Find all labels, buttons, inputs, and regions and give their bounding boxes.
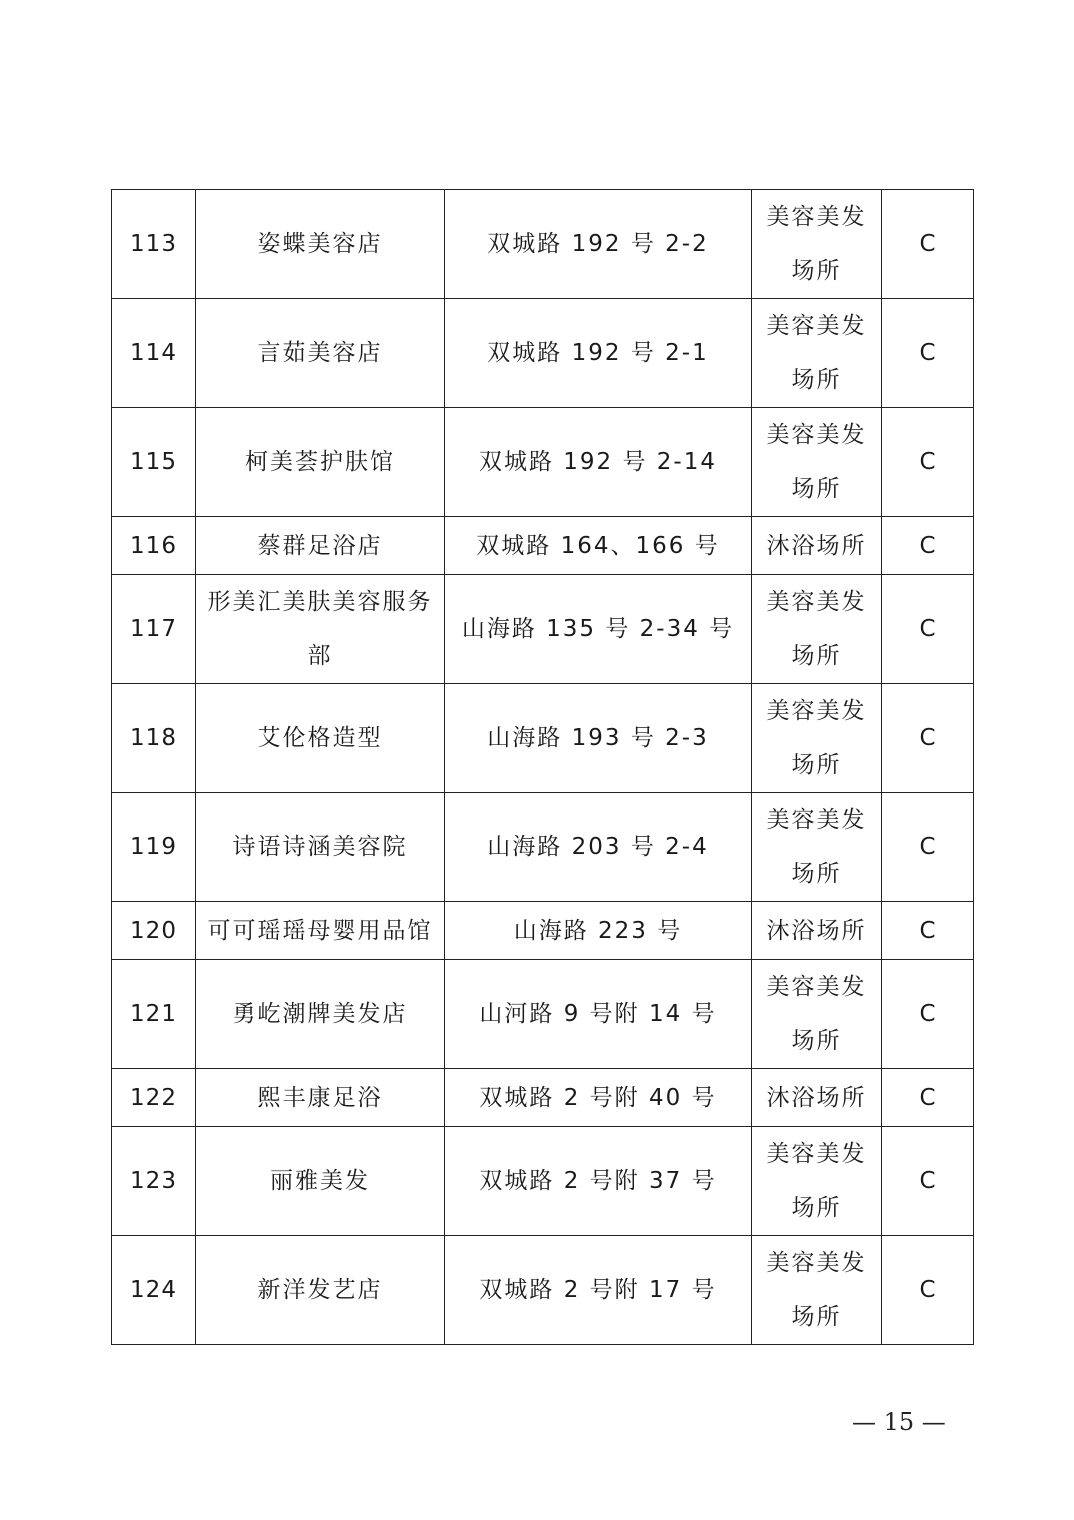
category-cell: 美容美发场所 xyxy=(752,575,882,684)
address-cell: 双城路 2 号附 17 号 xyxy=(445,1236,752,1345)
venue-name-cell: 勇屹潮牌美发店 xyxy=(196,960,445,1069)
venue-name-cell: 熙丰康足浴 xyxy=(196,1069,445,1127)
grade-cell: C xyxy=(882,793,974,902)
page-number: — 15 — xyxy=(852,1408,946,1436)
grade-cell: C xyxy=(882,1069,974,1127)
venue-name-cell: 柯美荟护肤馆 xyxy=(196,408,445,517)
category-cell: 沐浴场所 xyxy=(752,1069,882,1127)
row-number-cell: 115 xyxy=(112,408,196,517)
table-body xyxy=(112,190,974,1345)
table-row xyxy=(112,684,974,793)
category-cell: 美容美发场所 xyxy=(752,1236,882,1345)
venue-name-cell: 言茹美容店 xyxy=(196,299,445,408)
row-number-cell: 116 xyxy=(112,517,196,575)
address-cell: 双城路 192 号 2-1 xyxy=(445,299,752,408)
category-cell: 美容美发场所 xyxy=(752,793,882,902)
row-number-cell: 119 xyxy=(112,793,196,902)
table-row xyxy=(112,960,974,1069)
grade-cell: C xyxy=(882,1127,974,1236)
venue-name-cell: 可可瑶瑶母婴用品馆 xyxy=(196,902,445,960)
venue-name-cell: 形美汇美肤美容服务部 xyxy=(196,575,445,684)
address-cell: 山海路 193 号 2-3 xyxy=(445,684,752,793)
grade-cell: C xyxy=(882,299,974,408)
row-number-cell: 118 xyxy=(112,684,196,793)
address-cell: 双城路 164、166 号 xyxy=(445,517,752,575)
category-cell: 沐浴场所 xyxy=(752,902,882,960)
row-number-cell: 122 xyxy=(112,1069,196,1127)
venue-name-cell: 艾伦格造型 xyxy=(196,684,445,793)
row-number-cell: 123 xyxy=(112,1127,196,1236)
category-cell: 美容美发场所 xyxy=(752,299,882,408)
venue-name-cell: 新洋发艺店 xyxy=(196,1236,445,1345)
grade-cell: C xyxy=(882,517,974,575)
category-cell: 美容美发场所 xyxy=(752,408,882,517)
table-row xyxy=(112,517,974,575)
venue-name-cell: 诗语诗涵美容院 xyxy=(196,793,445,902)
table-row xyxy=(112,575,974,684)
venue-name-cell: 姿蝶美容店 xyxy=(196,190,445,299)
venue-name-cell: 蔡群足浴店 xyxy=(196,517,445,575)
row-number-cell: 121 xyxy=(112,960,196,1069)
grade-cell: C xyxy=(882,408,974,517)
address-cell: 双城路 2 号附 37 号 xyxy=(445,1127,752,1236)
category-cell: 沐浴场所 xyxy=(752,517,882,575)
grade-cell: C xyxy=(882,575,974,684)
row-number-cell: 114 xyxy=(112,299,196,408)
table-row xyxy=(112,190,974,299)
venue-register-table xyxy=(111,189,974,1345)
category-cell: 美容美发场所 xyxy=(752,190,882,299)
grade-cell: C xyxy=(882,902,974,960)
table-row xyxy=(112,299,974,408)
address-cell: 山河路 9 号附 14 号 xyxy=(445,960,752,1069)
venue-name-cell: 丽雅美发 xyxy=(196,1127,445,1236)
address-cell: 山海路 135 号 2-34 号 xyxy=(445,575,752,684)
table-row xyxy=(112,408,974,517)
address-cell: 双城路 192 号 2-14 xyxy=(445,408,752,517)
category-cell: 美容美发场所 xyxy=(752,1127,882,1236)
table-row xyxy=(112,902,974,960)
grade-cell: C xyxy=(882,1236,974,1345)
address-cell: 双城路 2 号附 40 号 xyxy=(445,1069,752,1127)
table-row xyxy=(112,793,974,902)
table-row xyxy=(112,1236,974,1345)
row-number-cell: 113 xyxy=(112,190,196,299)
address-cell: 山海路 223 号 xyxy=(445,902,752,960)
address-cell: 双城路 192 号 2-2 xyxy=(445,190,752,299)
category-cell: 美容美发场所 xyxy=(752,684,882,793)
category-cell: 美容美发场所 xyxy=(752,960,882,1069)
address-cell: 山海路 203 号 2-4 xyxy=(445,793,752,902)
grade-cell: C xyxy=(882,684,974,793)
row-number-cell: 124 xyxy=(112,1236,196,1345)
table-row xyxy=(112,1069,974,1127)
table-row xyxy=(112,1127,974,1236)
row-number-cell: 117 xyxy=(112,575,196,684)
grade-cell: C xyxy=(882,190,974,299)
grade-cell: C xyxy=(882,960,974,1069)
row-number-cell: 120 xyxy=(112,902,196,960)
